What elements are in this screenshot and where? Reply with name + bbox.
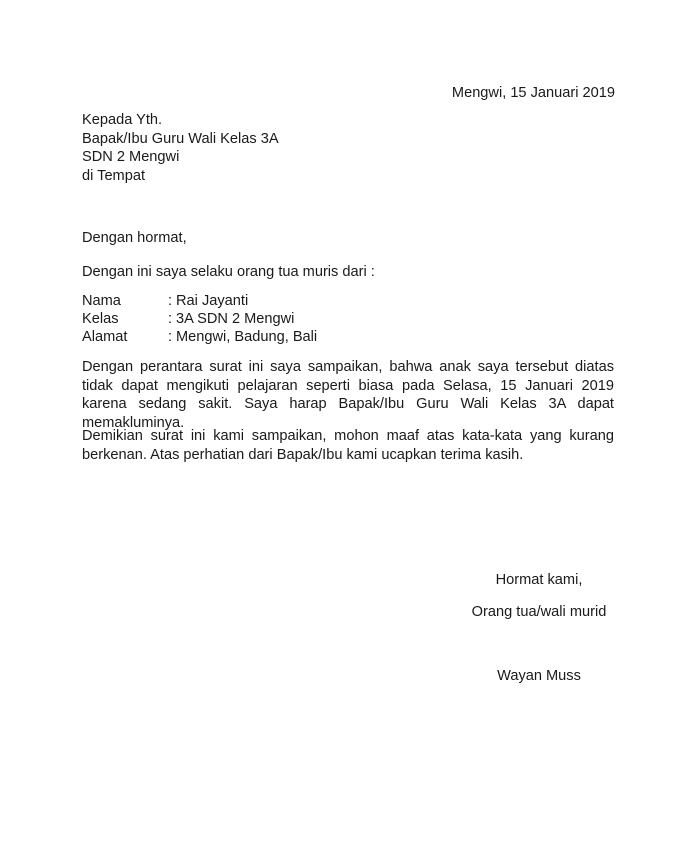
identity-row-name [82, 292, 317, 310]
recipient-line-school: SDN 2 Mengwi [82, 149, 180, 166]
recipient-line-title: Bapak/Ibu Guru Wali Kelas 3A [82, 130, 279, 147]
identity-label: Kelas [82, 311, 119, 328]
identity-row-class [82, 310, 317, 328]
identity-label: Nama [82, 293, 121, 309]
identity-value: 3A SDN 2 Mengwi [176, 311, 295, 328]
closing-role: Orang tua/wali murid [471, 604, 607, 620]
identity-value: Mengwi, Badung, Bali [176, 329, 318, 346]
recipient-line-salutation: Kepada Yth. [82, 112, 163, 128]
place-date: Mengwi, 15 Januari 2019 [451, 85, 615, 101]
signer-name: Wayan Muss [497, 668, 581, 684]
body-paragraph-reason: Dengan perantara surat ini saya sampaikan, bahwa anak saya tersebut diatas tidak dapat mengikuti pelajaran seperti biasa pada Selasa, 15 Januari 2019 karena sedang sakit. Saya harap Bapak/Ibu Guru Wali Kelas 3A dapat memakluminya. [82, 359, 614, 431]
body-paragraph-closing: Demikian surat ini kami sampaikan, mohon maaf atas kata-kata yang kurang berkenan. Atas perhatian dari Bapak/Ibu kami ucapkan terima kasih. [82, 428, 614, 463]
identity-value: Rai Jayanti [176, 293, 249, 309]
identity-label: Alamat [82, 329, 128, 346]
identity-row-address [82, 328, 317, 346]
identity-separator: : [168, 293, 173, 309]
greeting: Dengan hormat, [82, 230, 187, 246]
recipient-block [82, 111, 279, 185]
intro-sentence: Dengan ini saya selaku orang tua muris dari : [82, 264, 375, 280]
closing-salutation: Hormat kami, [495, 572, 583, 588]
student-identity [82, 292, 317, 347]
identity-separator: : [168, 329, 173, 346]
identity-separator: : [168, 311, 173, 328]
recipient-line-location: di Tempat [82, 167, 146, 184]
